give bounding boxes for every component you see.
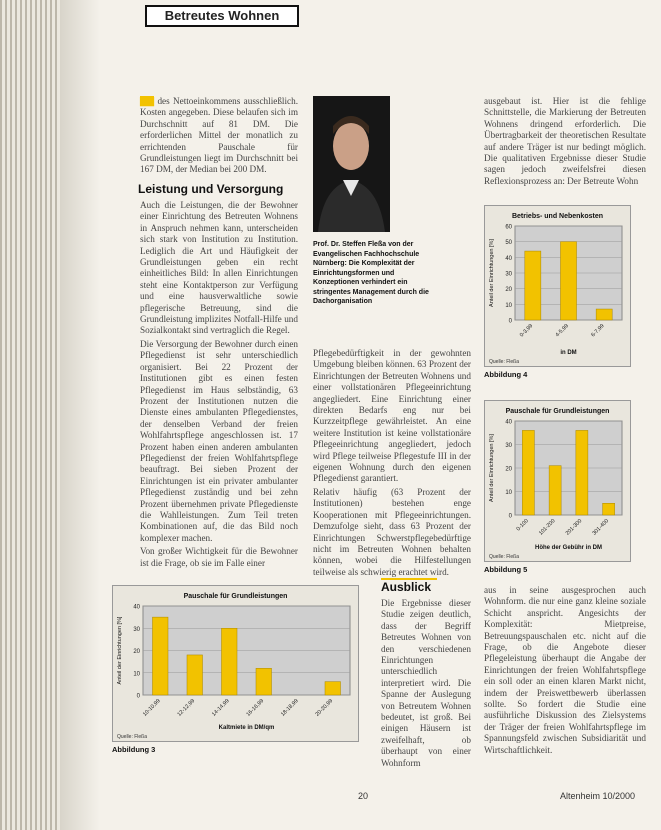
- bar: [603, 503, 615, 515]
- x-tick-label: 301-400: [591, 518, 611, 537]
- column-3-top: ausgebaut ist. Hier ist die fehlige Schnittstelle, die Markierung der Betreuten Wohnens dringend erforderlich. Die Übertragbarkeit der theoretischen Resultate auf andere Träger ist nur bedingt möglich. Die qualitativen Ergebnisse dieser Studie sagen jedoch zweifelsfrei diesen Reflexionsprozess an: Der Betreute Wohn: [484, 96, 646, 186]
- chart-kaltmiete: [112, 585, 359, 742]
- bar: [221, 628, 237, 695]
- chart-source: Quelle: Fleßa: [489, 554, 520, 560]
- bar: [187, 655, 203, 695]
- figure-label: Abbildung 3: [112, 745, 156, 754]
- chart-source: Quelle: Fleßa: [117, 734, 148, 740]
- paragraph: Relativ häufig (63 Prozent der Institutionen) bestehen enge Kooperationen mit Pflegeeinrichtungen. Demzufolge sieht, dass 63 Prozent der Einrichtungen Schwerstpflegebedürftige nicht im Betreuten Wohnen behalten können, wobei die Hilfestellungen teilweise als schwierig erachtet wird.: [313, 486, 471, 577]
- paragraph: Pflegebedürftigkeit in der gewohnten Umgebung bleiben können. 63 Prozent der Einrichtungen der Betreuten Wohnens und einer vollstationären Pflegeeinrichtung angegliedert. Eine Einrichtung einer direkten Bedarfs eng nur bei Kurzzeitpflege gewährleistet. An eine weitere Institution ist keine vollstationäre Pflegeeinrichtung angegliedert, jedoch wird Pflege teilweise Pflegestufe III in der eigenen Wohnung durch den eigenen Pflegedienst garantiert.: [313, 348, 471, 484]
- x-tick-label: 101-200: [538, 518, 557, 537]
- y-tick-label: 20: [133, 649, 140, 655]
- page-stack-edge: [0, 0, 60, 830]
- x-tick-label: 4-5,99: [554, 323, 570, 339]
- y-tick-label: 50: [505, 240, 512, 247]
- bar: [522, 430, 534, 515]
- bar: [152, 617, 168, 695]
- chart-betriebskosten: [484, 205, 631, 367]
- y-tick-label: 0: [508, 513, 512, 520]
- chart-pauschale-5: [484, 400, 631, 562]
- journal-footer: Altenheim 10/2000: [560, 791, 636, 801]
- chart-title: Pauschale für Grundleistungen: [183, 593, 288, 600]
- column-4-body: aus in seine ausgesprochen auch Wohnform. die nur eine ganz kleine soziale Schicht anspricht. Angesichts der Komplexität: Mietpreise, Betreuungspauschalen etc. nicht auf die Frage, ob die Angebote dieser Pflegeleistung überhaupt die Angabe der Einrichtungen der freien Wohlfahrtspflege ein soll oder an einen klaren Markt nicht, indem der Preiswettbewerb überlassen sollte. So fordert die Studie eine ausführliche Diskussion des Zielsystems der Träger der freien Wohlfahrtspflege im Spannungsfeld zwischen Subsidiarität und Wirtschaftlichkeit.: [484, 585, 646, 755]
- x-tick-label: 16-16,99: [245, 698, 266, 718]
- bar: [549, 466, 561, 515]
- page-shadow: [60, 0, 100, 830]
- chart-source: Quelle: Fleßa: [489, 359, 520, 365]
- chart-svg: [485, 401, 630, 561]
- x-axis-label: Höhe der Gebühr in DM: [534, 545, 603, 551]
- chart-svg: [485, 206, 630, 366]
- y-tick-label: 20: [505, 466, 512, 473]
- x-tick-label: 0-100: [515, 518, 530, 533]
- paragraph: Die Versorgung der Bewohner durch einen Pflegedienst ist sehr unterschiedlich organisiert. Bei 22 Prozent der Institutionen gibt es einen festen Pflegedienst im Haus selbständig, 63 Prozent der Institutionen nutzen die Dienste eines ambulanten Pflegedienstes, der denselben Verband der freien Wohlfahrtspflege angeschlossen ist. 17 Prozent haben einen anderen ambulanten Pflegedienst der freien Wohlfahrtspflege beauftragt. Bei sieben Prozent der Einrichtungen ist ein privater ambulanter Pflegedienst zuständig und bei zehn Prozent übernehmen private Pflegedienste die Wahlleistungen. Zum Teil treten Kombinationen auf, die das Bild noch komplexer machen.: [140, 338, 298, 543]
- y-axis-label: Anteil der Einrichtungen [%]: [489, 434, 495, 502]
- x-tick-label: 14-14,99: [211, 698, 231, 718]
- bar: [576, 430, 588, 515]
- chart-title: Betriebs- und Nebenkosten: [511, 213, 604, 220]
- intro-text: des Nettoeinkommens ausschließlich. Kosten angegeben. Diese belaufen sich im Durchschnitt auf 81 DM. Die erforderlichen Mittel der monatlich zu errichtenden Pauschale für Grundleistungen liegt im Durchschnitt bei 167 DM, der Median bei 200 DM.: [140, 96, 298, 175]
- figure-label: Abbildung 5: [484, 565, 528, 574]
- paragraph: Von großer Wichtigkeit für die Bewohner ist die Frage, ob sie im Falle einer: [140, 546, 298, 568]
- y-tick-label: 30: [505, 271, 512, 278]
- x-tick-label: 12-12,99: [176, 698, 197, 718]
- x-axis-label: Kaltmiete in DM/qm: [218, 725, 275, 731]
- bar: [596, 309, 612, 320]
- photo-caption: Prof. Dr. Steffen Fleßa von der Evangelischen Fachhochschule Nürnberg: Die Komplexität der Einrichtungsformen und Konzeptionen verhindert ein stringentes Management durch die Dachorganisation: [313, 241, 429, 305]
- y-tick-label: 30: [505, 443, 512, 449]
- x-tick-label: 20-20,99: [314, 698, 335, 718]
- x-tick-label: 201-300: [564, 518, 584, 537]
- column-1-body: [140, 200, 298, 571]
- bar: [256, 668, 272, 695]
- y-tick-label: 30: [133, 626, 140, 633]
- bar: [525, 251, 541, 320]
- y-tick-label: 40: [505, 255, 512, 262]
- x-axis-label: in DM: [560, 350, 577, 356]
- bar: [325, 682, 341, 695]
- x-tick-label: 10-10,99: [142, 698, 162, 718]
- y-tick-label: 40: [133, 604, 140, 611]
- intro-text-block: [140, 96, 298, 178]
- y-tick-label: 0: [136, 693, 140, 700]
- y-tick-label: 10: [505, 490, 512, 496]
- section-heading-ausblick: Ausblick: [381, 578, 437, 596]
- paragraph: Auch die Leistungen, die der Bewohner einer Einrichtung des Betreuten Wohnens in Anspruch nehmen kann, unterscheiden sich stark von Institution zu Institution. Lediglich die Art und Häufigkeit der Grundleistungen geben ein recht einheitliches Bild: In allen Einrichtungen steht eine Kontaktperson zur Verfügung und eine hausverwaltliche sowie pflegerische Betreuung, sind die Grundleistung implizites Notfall-Hilfe und Sozialkontakt sind vertraglich die Regel.: [140, 200, 298, 336]
- section-header: Betreutes Wohnen: [145, 5, 299, 27]
- highlight-marker: ▇▇: [140, 96, 155, 106]
- y-tick-label: 0: [508, 318, 512, 325]
- y-axis-label: Anteil der Einrichtungen [%]: [117, 616, 123, 685]
- x-tick-label: 18-18,99: [280, 698, 300, 718]
- figure-label: Abbildung 4: [484, 370, 528, 379]
- chart-svg: [113, 586, 358, 741]
- ausblick-text: Die Ergebnisse dieser Studie zeigen deutlich, dass der Begriff Betreutes Wohnen von den verschiedenen Einrichtungen unterschiedlich interpretiert wird. Die Spanne der Auslegung von Betreutem Wohnen bedeutet, ist groß. Bei einigen Häusern ist zweifelhaft, ob überhaupt von einer Wohnform: [381, 598, 471, 768]
- column-2-body: [313, 348, 471, 580]
- y-axis-label: Anteil der Einrichtungen [%]: [489, 239, 495, 307]
- y-tick-label: 10: [133, 671, 140, 678]
- x-tick-label: 0-3,99: [518, 323, 535, 339]
- bar: [560, 242, 576, 320]
- y-tick-label: 20: [505, 287, 512, 294]
- y-tick-label: 10: [505, 302, 512, 309]
- chart-title: Pauschale für Grundleistungen: [505, 408, 610, 415]
- page-number: 20: [358, 791, 369, 801]
- section-heading-leistung: Leistung und Versorgung: [138, 182, 284, 196]
- x-tick-label: 6-7,99: [590, 323, 606, 339]
- author-photo: [313, 96, 390, 232]
- y-tick-label: 40: [505, 419, 512, 426]
- y-tick-label: 60: [505, 224, 512, 231]
